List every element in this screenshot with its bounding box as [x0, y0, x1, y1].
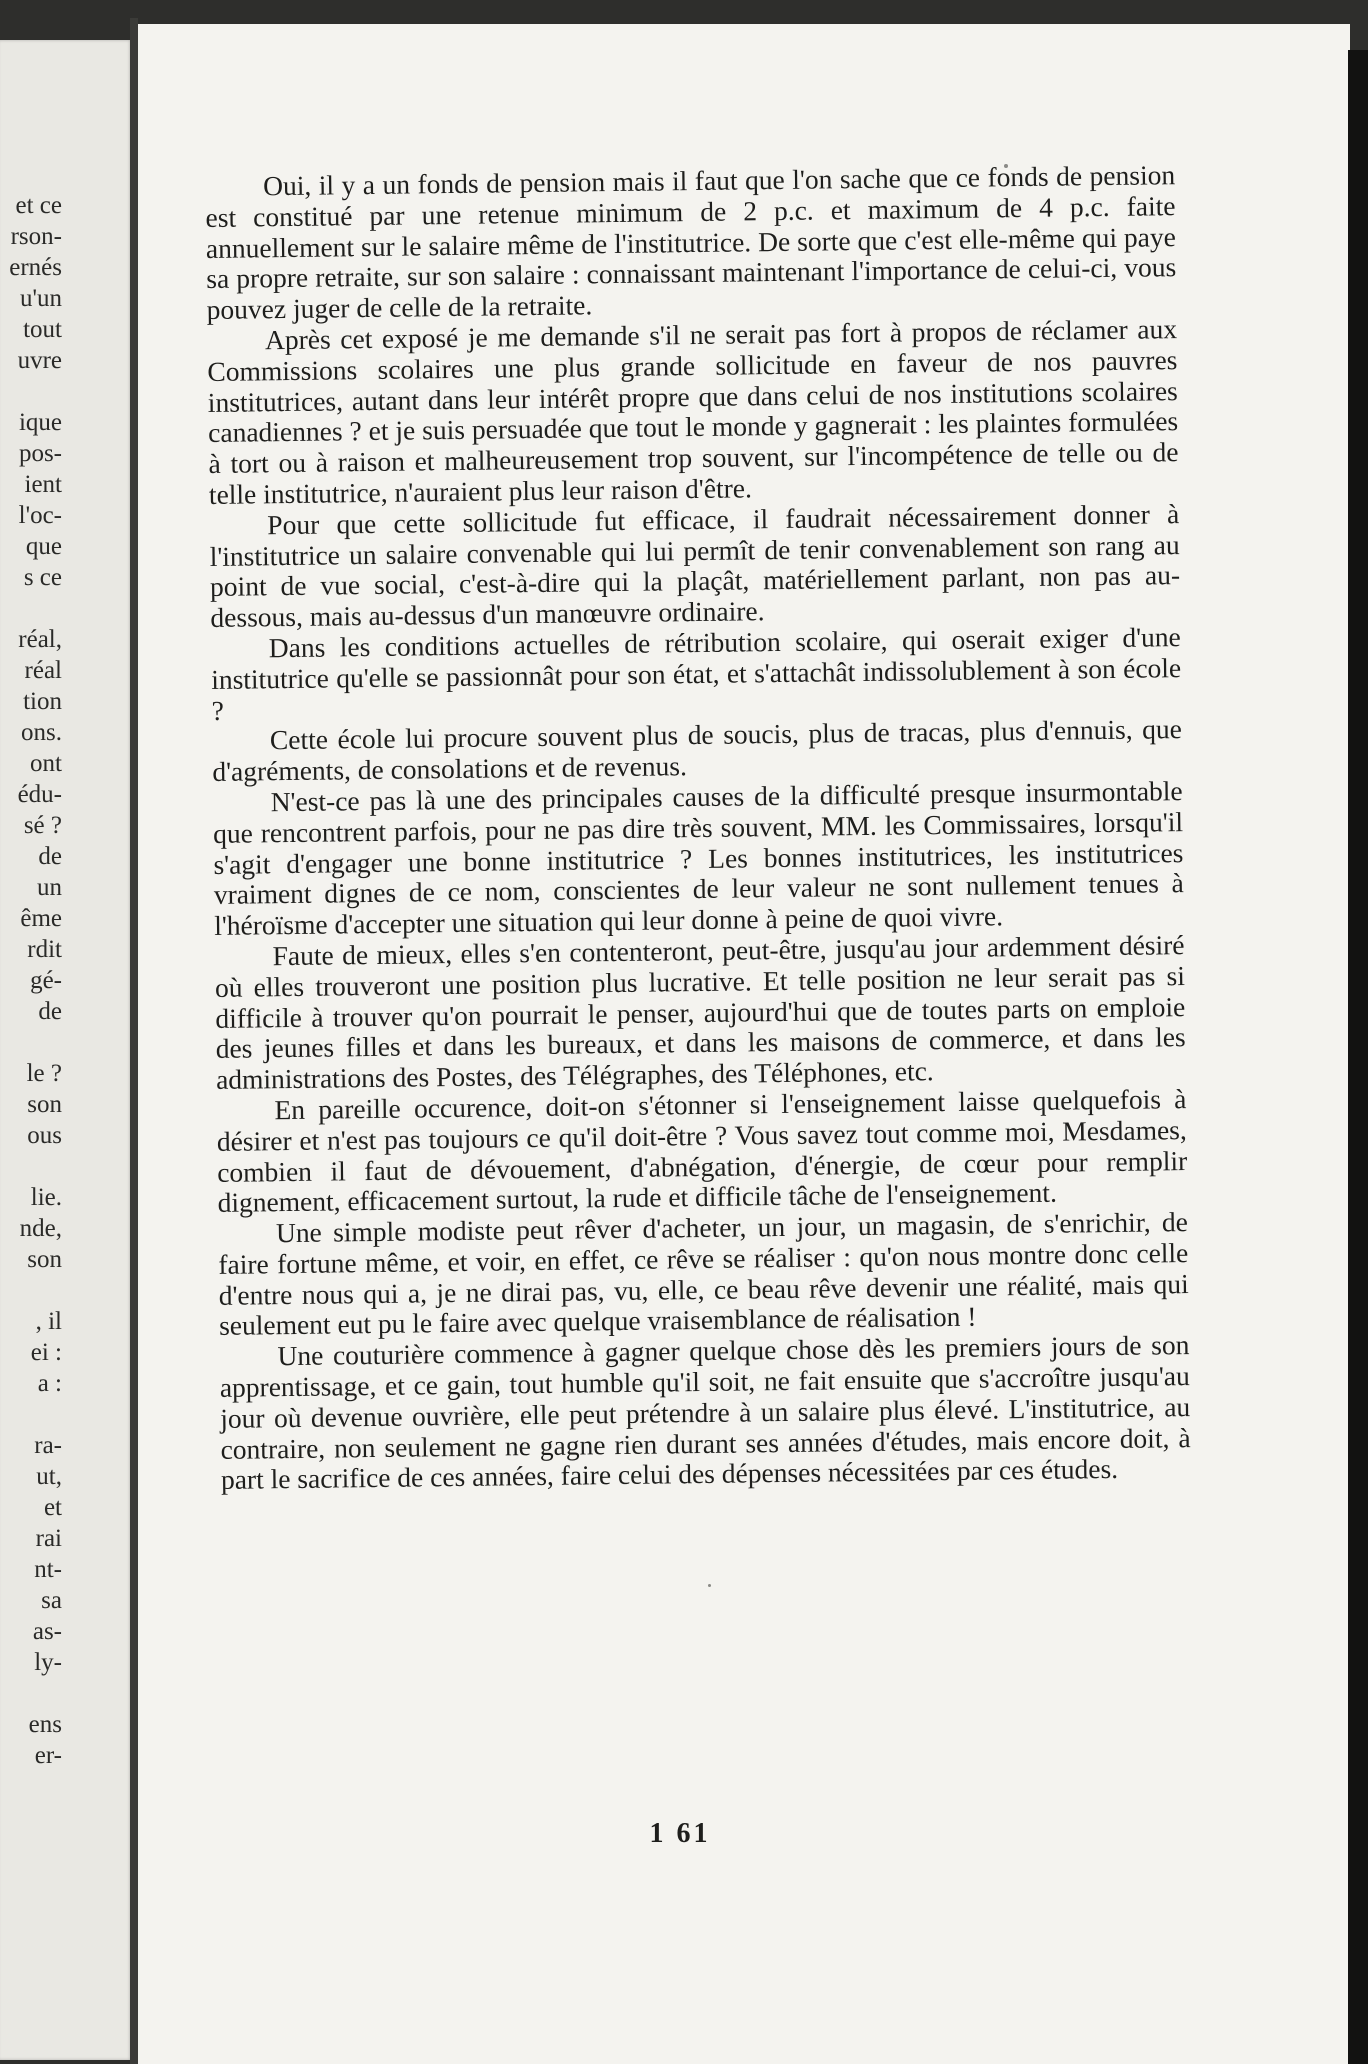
left-page-line: a :: [37, 1370, 62, 1397]
left-page-gap: [0, 1678, 62, 1709]
left-page-line: ut,: [36, 1463, 62, 1490]
left-page-line: de: [38, 998, 62, 1025]
left-page-line: rai: [35, 1525, 62, 1552]
left-page-gap: [0, 376, 62, 407]
left-page-line: gé-: [30, 967, 62, 994]
left-page-gap: [0, 1027, 62, 1058]
left-page-line: uvre: [17, 347, 62, 374]
left-page-line: et: [43, 1494, 62, 1521]
paragraph: Faute de mieux, elles s'en contenteront, peut-être, jusqu'au jour ardemment désiré où elles trouveront une position plus lucrative. Et telle position ne leur serait pas si difficile à trouver qu'on pourrait le penser, aujourd'hui que de toutes parts on emploie des jeunes filles et dans les bureaux, et dans les maisons de commerce, et dans les administrations des Postes, des Télégraphes, des Téléphones, etc.: [214, 929, 1186, 1096]
left-page-line: er-: [34, 1742, 62, 1769]
paragraph: N'est-ce pas là une des principales causes de la difficulté presque insurmontable que rencontrent parfois, pour ne pas dire très souvent, MM. les Commissaires, lorsqu'il s'agit d'engager une bonne institutrice ? Les bonnes institutrices, les institutrices vraiment dignes de ce nom, conscientes de leur valeur ne sont nullement tenues à l'héroïsme d'accepter une situation qui leur donne à peine de quoi vivre.: [212, 775, 1184, 942]
left-page-line: ont: [30, 750, 62, 777]
book-gutter: [130, 18, 138, 2064]
left-page-line: s ce: [23, 564, 62, 591]
page-number: [0, 1818, 1368, 1850]
paragraph: Oui, il y a un fonds de pension mais il faut que l'on sache que ce fonds de pension est constitué par une retenue minimum de 2 p.c. et maximum de 4 p.c. faite annuellement sur le salaire même de l'institutrice. De sorte que c'est elle-même qui paye sa propre retraite, sur son salaire : connaissant maintenant l'importance de celui-ci, vous pouvez juger de celle de la retraite.: [205, 159, 1177, 326]
paragraph: En pareille occurence, doit-on s'étonner si l'enseignement laisse quelquefois à désirer et n'est pas toujours ce qu'il doit-être ? Vous savez tout comme moi, Mesdames, combien il faut de dévouement, d'abnégation, d'énergie, de cœur pour remplir dignement, efficacement surtout, la rude et difficile tâche de l'enseignement.: [216, 1082, 1188, 1219]
left-page-line: rson-: [10, 223, 62, 250]
left-page-line: rdit: [27, 936, 62, 963]
left-page-line: ient: [24, 471, 62, 498]
paper-speck: [708, 1584, 711, 1587]
left-page-gap: [0, 593, 62, 624]
left-page-line: as-: [32, 1618, 62, 1645]
left-page-line: nde,: [19, 1215, 62, 1242]
left-page-line: ly-: [34, 1649, 62, 1676]
body-text: [205, 160, 1191, 1496]
page-number-text: 1 61: [649, 1818, 711, 1849]
left-facing-page: [0, 40, 132, 2060]
left-page-line: son: [27, 1246, 62, 1273]
paragraph: Une couturière commence à gagner quelque chose dès les premiers jours de son apprentissage, et ce gain, tout humble qu'il soit, ne fait ensuite que s'accroître jusqu'au jour où devenue ouvrière, elle peut prétendre à un salaire plus élevé. L'institutrice, au contraire, non seulement ne gagne rien durant ses années d'études, mais encore doit, à part le sacrifice de ces années, faire celui des dépenses nécessitées par ces études.: [219, 1329, 1191, 1496]
left-page-line: lie.: [30, 1184, 62, 1211]
left-page-line: ons.: [21, 719, 62, 746]
left-page-gap: [0, 1399, 62, 1430]
left-page-line: pos-: [18, 440, 62, 467]
paragraph: Pour que cette sollicitude fut efficace, il faudrait nécessairement donner à l'institutrice un salaire convenable qui lui permît de tenir convenablement son rang au point de vue social, c'est-à-dire qui la plaçât, matériellement parlant, non pas au-dessous, mais au-dessus d'un manœuvre ordinaire.: [209, 497, 1181, 634]
left-page-gap: [0, 1151, 62, 1182]
left-page-line: réal,: [18, 626, 62, 653]
left-page-line: ique: [18, 409, 62, 436]
left-page-line: sa: [41, 1587, 62, 1614]
left-page-line: son: [27, 1091, 62, 1118]
paragraph: Cette école lui procure souvent plus de soucis, plus de tracas, plus d'ennuis, que d'agréments, de consolations et de revenus.: [212, 713, 1183, 788]
left-page-line: u'un: [19, 285, 62, 312]
left-page-line: , il: [35, 1308, 62, 1335]
left-page-line: tion: [23, 688, 62, 715]
left-page-line: que: [25, 533, 62, 560]
left-page-line: ernés: [9, 254, 62, 281]
paragraph: Dans les conditions actuelles de rétribution scolaire, qui oserait exiger d'une institutrice qu'elle se passionnât pour son état, et s'attachât indissolublement à son école ?: [211, 621, 1182, 726]
paragraph: Après cet exposé je me demande s'il ne serait pas fort à propos de réclamer aux Commissions scolaires une plus grande sollicitude en faveur de nos pauvres institutrices, autant dans leur intérêt propre que dans celui de nos institutions scolaires canadiennes ? et je suis persuadée que tout le monde y gagnerait : les plaintes formulées à tort ou à raison et malheureusement trop souvent, sur l'incompétence de telle ou de telle institutrice, n'auraient plus leur raison d'être.: [207, 313, 1179, 510]
left-page-line: ei :: [30, 1339, 62, 1366]
left-page-text-fragments: [0, 190, 62, 1771]
left-page-line: tout: [23, 316, 62, 343]
left-page-line: nt-: [34, 1556, 62, 1583]
left-page-line: sé ?: [23, 812, 62, 839]
left-page-line: ême: [20, 905, 62, 932]
left-page-line: de: [38, 843, 62, 870]
left-page-gap: [0, 1275, 62, 1306]
left-page-line: réal: [24, 657, 62, 684]
page-edge-shadow: [1348, 50, 1368, 2064]
left-page-line: l'oc-: [18, 502, 62, 529]
paragraph: Une simple modiste peut rêver d'acheter, un jour, un magasin, de s'enrichir, de faire fortune même, et voir, en effet, ce rêve se réaliser : qu'on nous montre donc celle d'entre nous qui a, je ne dirai pas, vu, elle, ce beau rêve devenir une réalité, mais qui seulement eut pu le faire avec quelque vraisemblance de réalisation !: [218, 1206, 1189, 1342]
left-page-line: édu-: [17, 781, 62, 808]
left-page-line: ens: [28, 1711, 62, 1738]
left-page-line: ra-: [34, 1432, 62, 1459]
left-page-line: et ce: [15, 192, 62, 219]
left-page-line: un: [37, 874, 62, 901]
left-page-line: ous: [27, 1122, 62, 1149]
left-page-line: le ?: [26, 1060, 62, 1087]
